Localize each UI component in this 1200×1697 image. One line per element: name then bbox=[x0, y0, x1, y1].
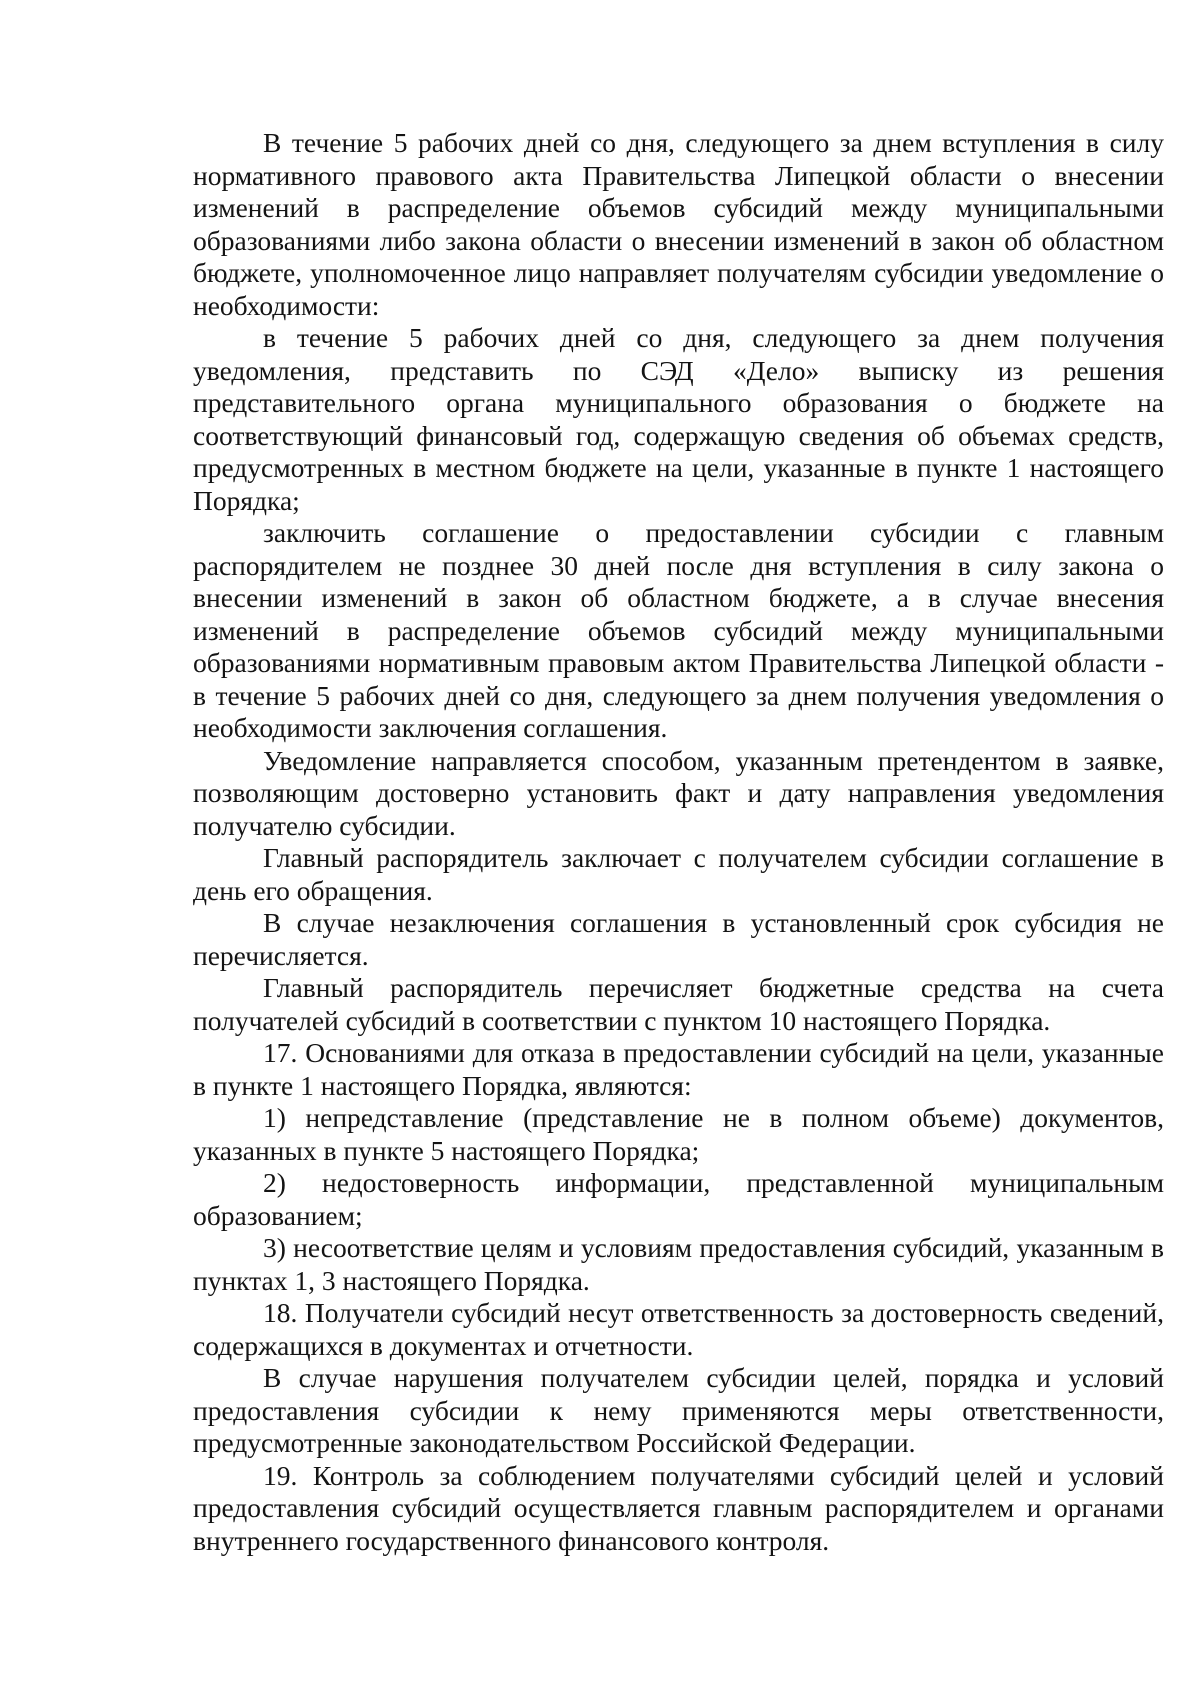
paragraph-no-transfer: В случае незаключения соглашения в установленный срок субсидия не перечисляется. bbox=[193, 907, 1164, 971]
paragraph-submit-extract: в течение 5 рабочих дней со дня, следующего за днем получения уведомления, представить по СЭД «Дело» выписку из решения представительного органа муниципального образования о бюджете на соответствующий финансовый год, содержащую сведения об объемах средств, предусмотренных в местном бюджете на цели, указанные в пункте 1 настоящего Порядка; bbox=[193, 322, 1164, 516]
document-body bbox=[193, 127, 1164, 1557]
paragraph-item-19: 19. Контроль за соблюдением получателями субсидий целей и условий предоставления субсидий осуществляется главным распорядителем и органами внутреннего государственного финансового контроля. bbox=[193, 1459, 1164, 1556]
paragraph-funds-transfer: Главный распорядитель перечисляет бюджетные средства на счета получателей субсидий в соответствии с пунктом 10 настоящего Порядка. bbox=[193, 972, 1164, 1036]
paragraph-item-17-1: 1) непредставление (представление не в полном объеме) документов, указанных в пункте 5 настоящего Порядка; bbox=[193, 1102, 1164, 1166]
paragraph-conclude-agreement: заключить соглашение о предоставлении субсидии с главным распорядителем не позднее 30 дней после дня вступления в силу закона о внесении изменений в закон об областном бюджете, а в случае внесения изменений в распределение объемов субсидий между муниципальными образованиями нормативным правовым актом Правительства Липецкой области - в течение 5 рабочих дней со дня, следующего за днем получения уведомления о необходимости заключения соглашения. bbox=[193, 517, 1164, 743]
paragraph-item-18: 18. Получатели субсидий несут ответственность за достоверность сведений, содержащихся в документах и отчетности. bbox=[193, 1297, 1164, 1361]
paragraph-liability: В случае нарушения получателем субсидии целей, порядка и условий предоставления субсидии к нему применяются меры ответственности, предусмотренные законодательством Российской Федерации. bbox=[193, 1362, 1164, 1458]
paragraph-item-17-3: 3) несоответствие целям и условиям предоставления субсидий, указанным в пунктах 1, 3 настоящего Порядка. bbox=[193, 1232, 1164, 1296]
paragraph-agreement-day: Главный распорядитель заключает с получателем субсидии соглашение в день его обращения. bbox=[193, 842, 1164, 906]
paragraph-item-17-2: 2) недостоверность информации, представленной муниципальным образованием; bbox=[193, 1167, 1164, 1231]
paragraph-notification-deadline: В течение 5 рабочих дней со дня, следующего за днем вступления в силу нормативного правового акта Правительства Липецкой области о внесении изменений в распределение объемов субсидий между муниципальными образованиями либо закона области о внесении изменений в закон об областном бюджете, уполномоченное лицо направляет получателям субсидии уведомление о необходимости: bbox=[193, 127, 1164, 321]
paragraph-item-17: 17. Основаниями для отказа в предоставлении субсидий на цели, указанные в пункте 1 настоящего Порядка, являются: bbox=[193, 1037, 1164, 1101]
paragraph-notification-method: Уведомление направляется способом, указанным претендентом в заявке, позволяющим достоверно установить факт и дату направления уведомления получателю субсидии. bbox=[193, 744, 1164, 841]
